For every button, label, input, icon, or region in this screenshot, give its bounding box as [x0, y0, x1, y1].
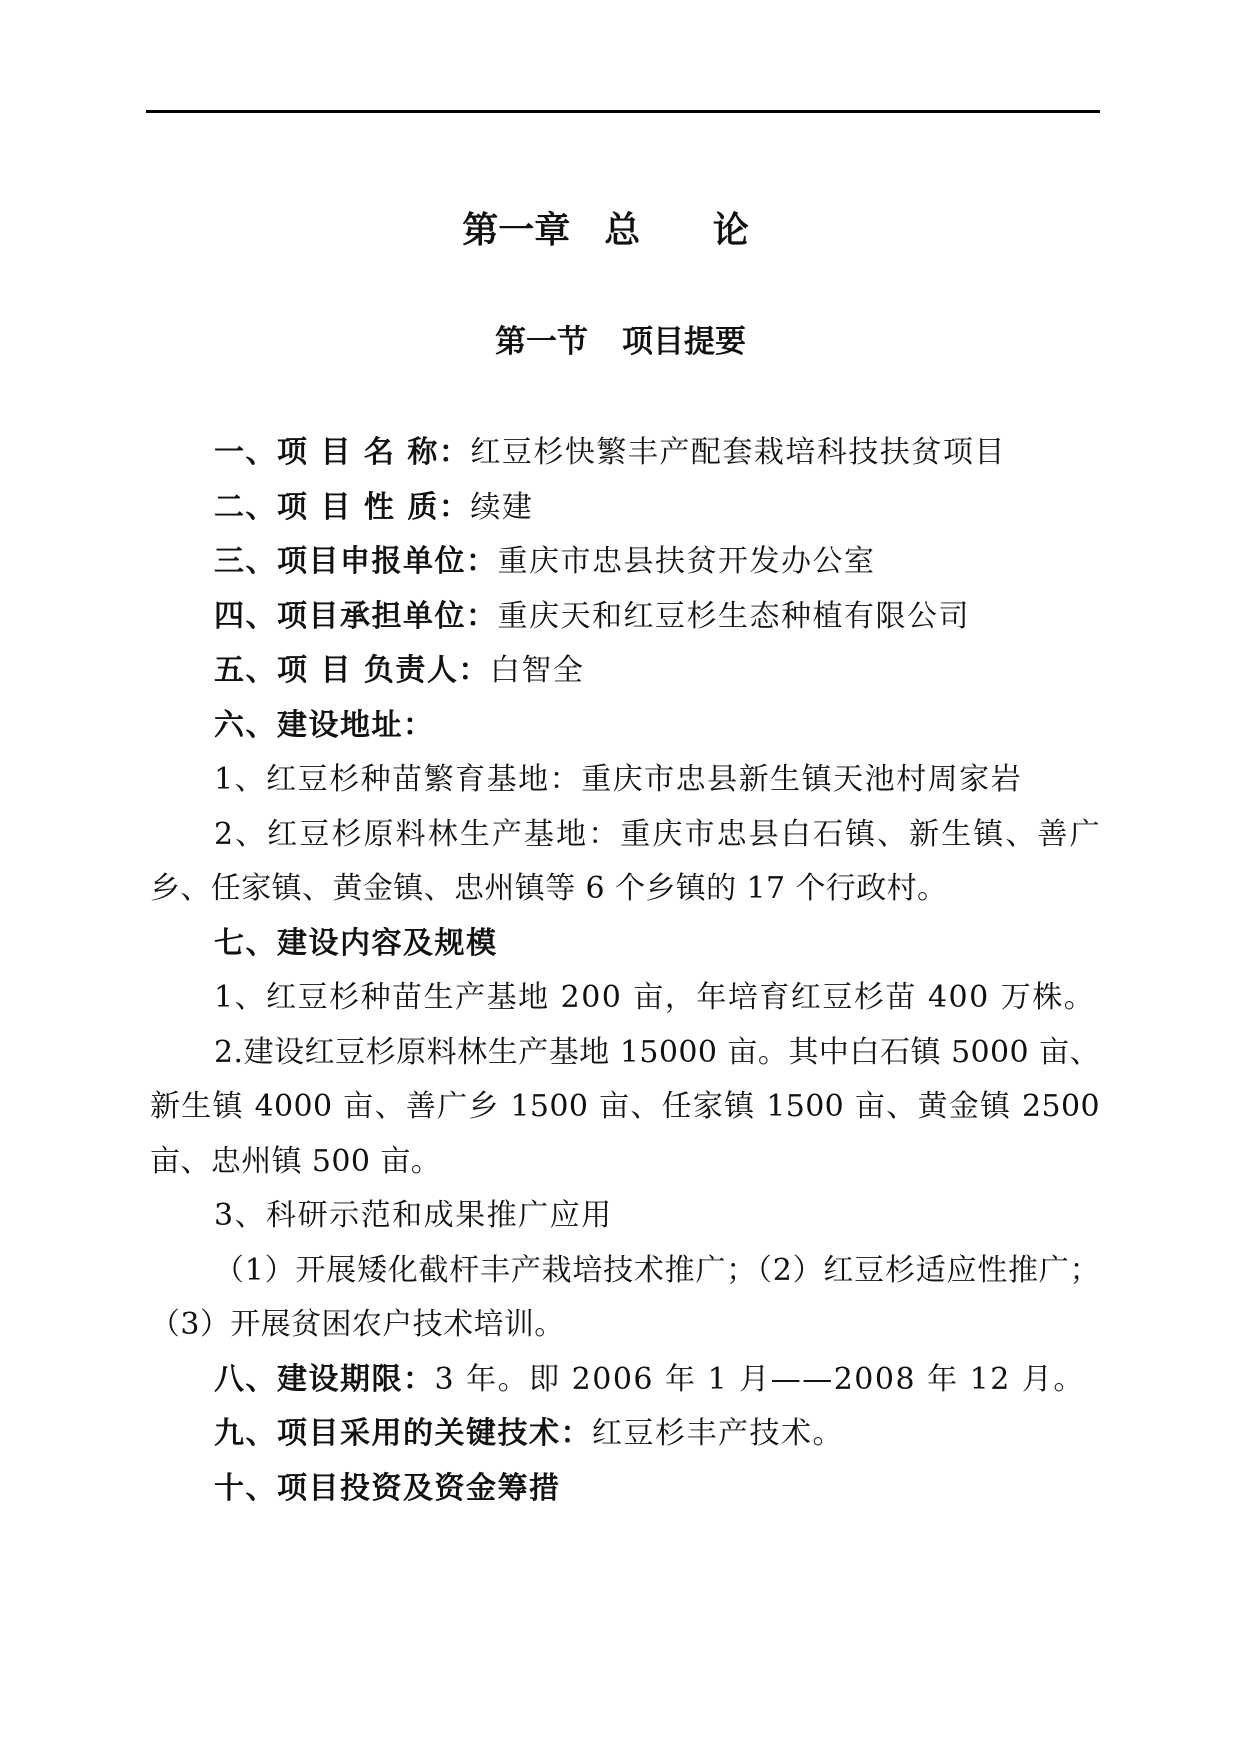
content-line: 1、红豆杉种苗生产基地 200 亩，年培育红豆杉苗 400 万株。: [214, 980, 1096, 1015]
item-value: 白智全: [489, 653, 585, 688]
content-line: 3、科研示范和成果推广应用: [214, 1198, 613, 1233]
site-line: 2、红豆杉原料林生产基地：重庆市忠县白石镇、新生镇、善广乡、任家镇、黄金镇、忠州镇等 6 个乡镇的 17 个行政村。: [150, 816, 1100, 906]
item-value: 重庆天和红豆杉生态种植有限公司: [497, 598, 970, 634]
item-label: 五、项 目 负责人：: [214, 653, 490, 688]
item-label: 八、建设期限：: [214, 1361, 435, 1397]
site-line: 1、红豆杉种苗繁育基地：重庆市忠县新生镇天池村周家岩: [214, 762, 1023, 797]
item-label: 二、项 目 性 质：: [214, 489, 471, 525]
item-site: [150, 699, 1100, 754]
item-period: [150, 1353, 1100, 1408]
document-body: [150, 426, 1100, 1516]
content-line: （1）开展矮化截杆丰产栽培技术推广；（2）红豆杉适应性推广；（3）开展贫困农户技术培训。: [150, 1252, 1100, 1342]
item-technology: [150, 1407, 1100, 1462]
item-value: 红豆杉快繁丰产配套栽培科技扶贫项目: [470, 435, 1006, 470]
item-project-name: [150, 426, 1100, 481]
item-content: [150, 917, 1100, 972]
item-value: 3 年。即 2006 年 1 月——2008 年 12 月。: [434, 1361, 1085, 1397]
item-applicant: [150, 535, 1100, 590]
item-investment: [150, 1462, 1100, 1517]
header-rule: [146, 110, 1100, 113]
item-label: 六、建设地址：: [214, 707, 435, 743]
section-number: 第一节: [495, 324, 588, 360]
item-label: 三、项目申报单位：: [214, 544, 498, 579]
item-value: 红豆杉丰产技术。: [592, 1416, 844, 1451]
content-line: 2.建设红豆杉原料林生产基地 15000 亩。其中白石镇 5000 亩、新生镇 4000 亩、善广乡 1500 亩、任家镇 1500 亩、黄金镇 2500 亩、忠州镇 500 亩。: [150, 1034, 1100, 1179]
item-leader: [150, 644, 1100, 699]
item-label: 四、项目承担单位：: [214, 598, 498, 634]
item-label: 九、项目采用的关键技术：: [214, 1416, 592, 1451]
item-label: 七、建设内容及规模: [214, 925, 498, 961]
item-label: 一、项 目 名 称：: [214, 435, 471, 470]
chapter-number: 第一章: [462, 210, 571, 251]
chapter-heading: [0, 207, 1241, 255]
item-project-nature: [150, 481, 1100, 536]
item-value: 续建: [470, 489, 534, 525]
item-label: 十、项目投资及资金筹措: [214, 1470, 561, 1506]
section-title: 项目提要: [622, 324, 746, 360]
item-value: 重庆市忠县扶贫开发办公室: [497, 544, 876, 579]
chapter-title: 总 论: [604, 210, 779, 251]
item-undertaker: [150, 590, 1100, 645]
section-heading: [0, 320, 1241, 364]
